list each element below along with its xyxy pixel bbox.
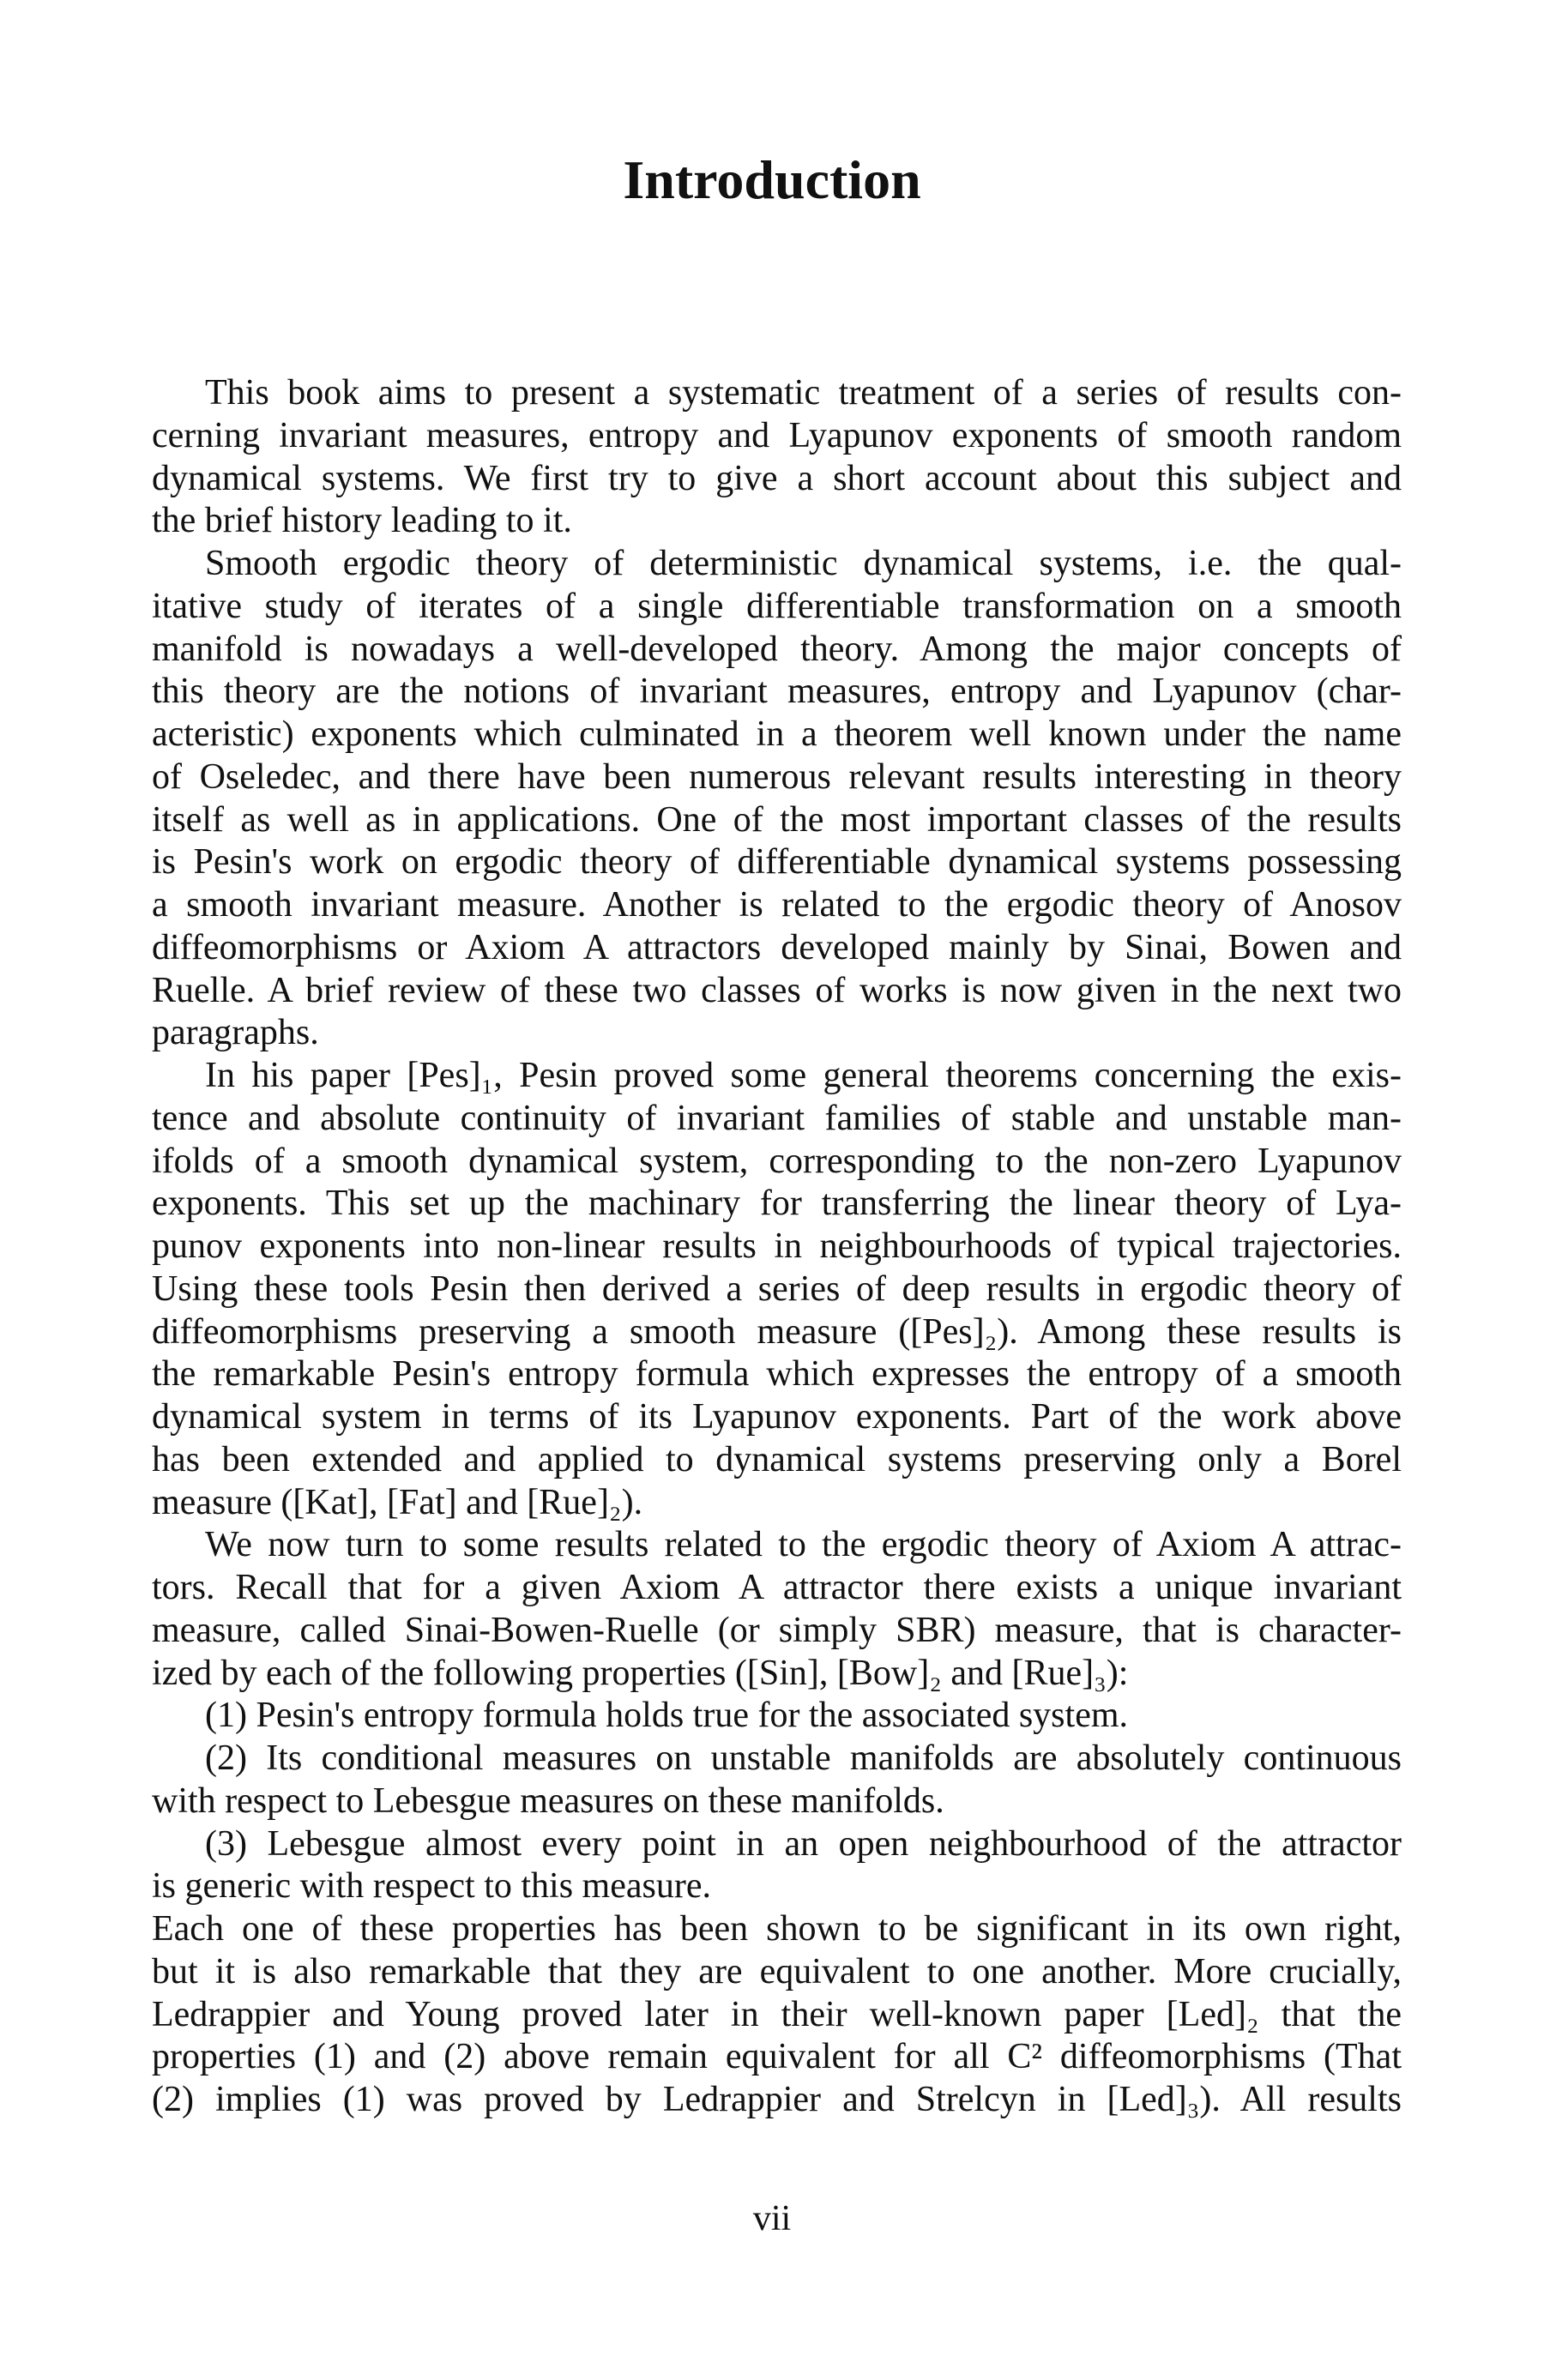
text-line: this theory are the notions of invariant measures, entropy and Lyapunov (char-	[152, 672, 1402, 712]
text-line: dynamical system in terms of its Lyapunov exponents. Part of the work above	[152, 1397, 1402, 1437]
text-line: paragraphs.	[152, 1013, 319, 1053]
text-line: the remarkable Pesin's entropy formula which expresses the entropy of a smooth	[152, 1354, 1402, 1395]
text-line: ized by each of the following properties ([Sin], [Bow]₂ and [Rue]₃):	[152, 1653, 1129, 1693]
text-line: diffeomorphisms preserving a smooth measure ([Pes]₂). Among these results is	[152, 1311, 1402, 1352]
text-line: Using these tools Pesin then derived a series of deep results in ergodic theory of	[152, 1268, 1402, 1309]
text-line: cerning invariant measures, entropy and Lyapunov exponents of smooth random	[152, 415, 1402, 455]
text-line: exponents. This set up the machinary for transferring the linear theory of Lya-	[152, 1184, 1402, 1224]
text-line: (2) Its conditional measures on unstable manifolds are absolutely continuous	[205, 1738, 1402, 1778]
text-line: ifolds of a smooth dynamical system, corresponding to the non-zero Lyapunov	[152, 1141, 1402, 1181]
text-line: punov exponents into non-linear results in neighbourhoods of typical trajectories.	[152, 1226, 1402, 1266]
text-line: Each one of these properties has been shown to be significant in its own right,	[152, 1909, 1402, 1949]
text-line: the brief history leading to it.	[152, 501, 572, 541]
text-line: of Oseledec, and there have been numerous relevant results interesting in theory	[152, 756, 1402, 797]
text-line: itself as well as in applications. One of the most important classes of the results	[152, 799, 1402, 840]
text-line: This book aims to present a systematic treatment of a series of results con-	[205, 373, 1402, 413]
text-line: (1) Pesin's entropy formula holds true for the associated system.	[205, 1696, 1129, 1736]
text-line: In his paper [Pes]₁, Pesin proved some general theorems concerning the exis-	[205, 1056, 1402, 1095]
text-line: tors. Recall that for a given Axiom A attractor there exists a unique invariant	[152, 1568, 1402, 1607]
chapter-title: Introduction	[623, 149, 921, 210]
page-number: vii	[752, 2199, 792, 2238]
text-line: measure, called Sinai-Bowen-Ruelle (or simply SBR) measure, that is character-	[152, 1610, 1402, 1650]
text-line: properties (1) and (2) above remain equivalent for all C² diffeomorphisms (That	[152, 2037, 1402, 2077]
text-line: a smooth invariant measure. Another is related to the ergodic theory of Anosov	[152, 885, 1402, 925]
text-line: We now turn to some results related to the ergodic theory of Axiom A attrac-	[205, 1525, 1402, 1565]
text-line: measure ([Kat], [Fat] and [Rue]₂).	[152, 1482, 643, 1522]
text-line: Ledrappier and Young proved later in their well-known paper [Led]₂ that the	[152, 1994, 1402, 2034]
text-line: manifold is nowadays a well-developed theory. Among the major concepts of	[152, 629, 1402, 669]
text-line: Smooth ergodic theory of deterministic dynamical systems, i.e. the qual-	[205, 544, 1402, 583]
text-line: dynamical systems. We first try to give a short account about this subject and	[152, 458, 1402, 498]
text-line: but it is also remarkable that they are equivalent to one another. More crucially,	[152, 1951, 1402, 1991]
text-line: tence and absolute continuity of invariant families of stable and unstable man-	[152, 1098, 1402, 1138]
text-line: acteristic) exponents which culminated in a theorem well known under the name	[152, 714, 1402, 754]
text-line: (2) implies (1) was proved by Ledrappier and Strelcyn in [Led]₃). All results	[152, 2080, 1402, 2119]
text-line: Ruelle. A brief review of these two classes of works is now given in the next two	[152, 970, 1402, 1010]
text-line: is generic with respect to this measure.	[152, 1866, 711, 1907]
text-line: itative study of iterates of a single differentiable transformation on a smooth	[152, 586, 1402, 626]
text-line: (3) Lebesgue almost every point in an open neighbourhood of the attractor	[205, 1823, 1402, 1864]
text-line: diffeomorphisms or Axiom A attractors developed mainly by Sinai, Bowen and	[152, 927, 1402, 967]
text-line: has been extended and applied to dynamical systems preserving only a Borel	[152, 1439, 1402, 1479]
text-line: is Pesin's work on ergodic theory of differentiable dynamical systems possessing	[152, 842, 1402, 883]
text-line: with respect to Lebesgue measures on these manifolds.	[152, 1780, 944, 1821]
